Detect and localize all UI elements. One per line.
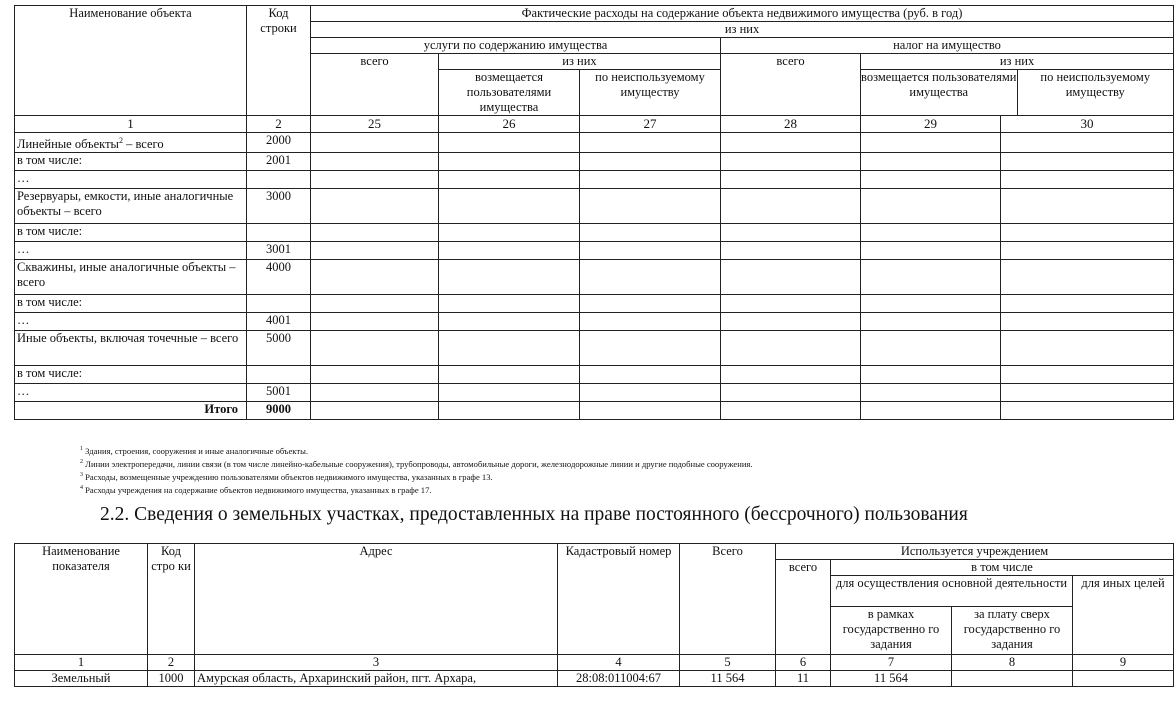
header-paid: за плату сверх государственно го задания <box>952 607 1073 655</box>
row-code: 2000 <box>247 133 311 153</box>
row-code <box>247 171 311 189</box>
header-services: услуги по содержанию имущества <box>311 38 721 54</box>
col-number: 9 <box>1073 655 1174 671</box>
col-number: 29 <box>861 116 1001 133</box>
property-expenses-table <box>14 5 1174 420</box>
land-plots-table <box>14 543 1174 687</box>
land-row-other <box>1073 671 1174 687</box>
section-heading: 2.2. Сведения о земельных участках, предоставленных на праве постоянного (бессрочного) пользования <box>100 504 968 525</box>
col-number: 2 <box>247 116 311 133</box>
footnote: $^3$ Расходы, возмещенные учреждению пользователями объектов недвижимого имущества, указанных в графе 13. <box>80 471 493 482</box>
col-number: 7 <box>831 655 952 671</box>
footnote: $^4$ Расходы учреждения на содержание объектов недвижимого имущества, указанных в графе 17. <box>80 484 432 495</box>
col-number: 8 <box>952 655 1073 671</box>
land-row-used-total: 11 <box>776 671 831 687</box>
row-code: 4001 <box>247 313 311 331</box>
header-used: Используется учреждением <box>776 544 1174 560</box>
land-row-total: 11 564 <box>680 671 776 687</box>
col-number: 27 <box>580 116 721 133</box>
col-number: 2 <box>148 655 195 671</box>
header-indicator-name: Наименование показателя <box>15 544 148 655</box>
row-name: в том числе: <box>15 224 247 242</box>
col-number: 4 <box>558 655 680 671</box>
row-name: в том числе: <box>15 366 247 384</box>
col-number: 26 <box>439 116 580 133</box>
header-other: для иных целей <box>1073 576 1174 655</box>
header-main-activity: для осуществления основной деятельности <box>831 576 1073 607</box>
total-row-label: Итого <box>15 402 247 420</box>
header-state-task: в рамках государственно го задания <box>831 607 952 655</box>
footnote: $^2$ Линии электропередачи, линии связи (в том числе линейно-кабельные сооружения), трубопроводы, автомобильные дороги, железнодорожные линии и другие подобные сооружения. <box>80 458 753 469</box>
footnote: $^1$ Здания, строения, сооружения и иные аналогичные объекты. <box>80 445 309 456</box>
header-tax-of-them: из них <box>861 54 1173 70</box>
land-row-address: Амурская область, Архаринский район, пгт. Архара, <box>195 671 558 687</box>
row-code: 3001 <box>247 242 311 260</box>
col-number: 28 <box>721 116 861 133</box>
header-tax: налог на имущество <box>721 38 1174 54</box>
col-number: 1 <box>15 116 247 133</box>
header-services-unused: по неиспользуемому имуществу <box>595 70 705 99</box>
row-name: в том числе: <box>15 153 247 171</box>
row-name: в том числе: <box>15 295 247 313</box>
header-tax-unused: по неиспользуемому имуществу <box>1040 70 1151 99</box>
footnotes <box>80 444 1170 495</box>
land-row-paid <box>952 671 1073 687</box>
row-name: Иные объекты, включая точечные – всего <box>15 331 247 366</box>
row-name: … <box>15 313 247 331</box>
row-code: 3000 <box>247 189 311 224</box>
land-row-cadastral: 28:08:011004:67 <box>558 671 680 687</box>
header-object-name: Наименование объекта <box>15 6 247 116</box>
row-code: 5000 <box>247 331 311 366</box>
header-row-code: Код строки <box>247 6 311 116</box>
total-row-code: 9000 <box>247 402 311 420</box>
header-services-total: всего <box>311 54 439 116</box>
header-including: в том числе <box>831 560 1174 576</box>
row-code <box>247 295 311 313</box>
row-name: Скважины, иные аналогичные объекты – всего <box>15 260 247 295</box>
header-actual-expenses: Фактические расходы на содержание объекта недвижимого имущества (руб. в год) <box>311 6 1174 22</box>
col-number: 1 <box>15 655 148 671</box>
header-cadastral: Кадастровый номер <box>558 544 680 655</box>
row-name: Линейные объекты$^2$ – всего <box>15 133 247 153</box>
header-total: Всего <box>680 544 776 655</box>
row-code: 2001 <box>247 153 311 171</box>
col-number: 3 <box>195 655 558 671</box>
header-of-which: из них <box>311 22 1174 38</box>
row-code: 4000 <box>247 260 311 295</box>
col-number: 30 <box>1001 116 1174 133</box>
row-code <box>247 224 311 242</box>
header-address: Адрес <box>195 544 558 655</box>
header-tax-reimbursed: возмещается пользователями имущества <box>861 70 1018 115</box>
land-row-state-task: 11 564 <box>831 671 952 687</box>
col-number: 5 <box>680 655 776 671</box>
header-services-of-them: из них <box>439 54 720 70</box>
land-row-code: 1000 <box>148 671 195 687</box>
row-name: … <box>15 242 247 260</box>
header-services-reimbursed: возмещается пользователями имущества <box>439 70 580 115</box>
row-code: 5001 <box>247 384 311 402</box>
row-code <box>247 366 311 384</box>
col-number: 25 <box>311 116 439 133</box>
row-name: Резервуары, емкости, иные аналогичные объекты – всего <box>15 189 247 224</box>
land-row-name: Земельный <box>15 671 148 687</box>
header-tax-total: всего <box>721 54 861 116</box>
row-name: … <box>15 384 247 402</box>
row-name: … <box>15 171 247 189</box>
header-row-code: Код стро ки <box>148 544 195 655</box>
col-number: 6 <box>776 655 831 671</box>
header-used-total: всего <box>776 560 831 655</box>
